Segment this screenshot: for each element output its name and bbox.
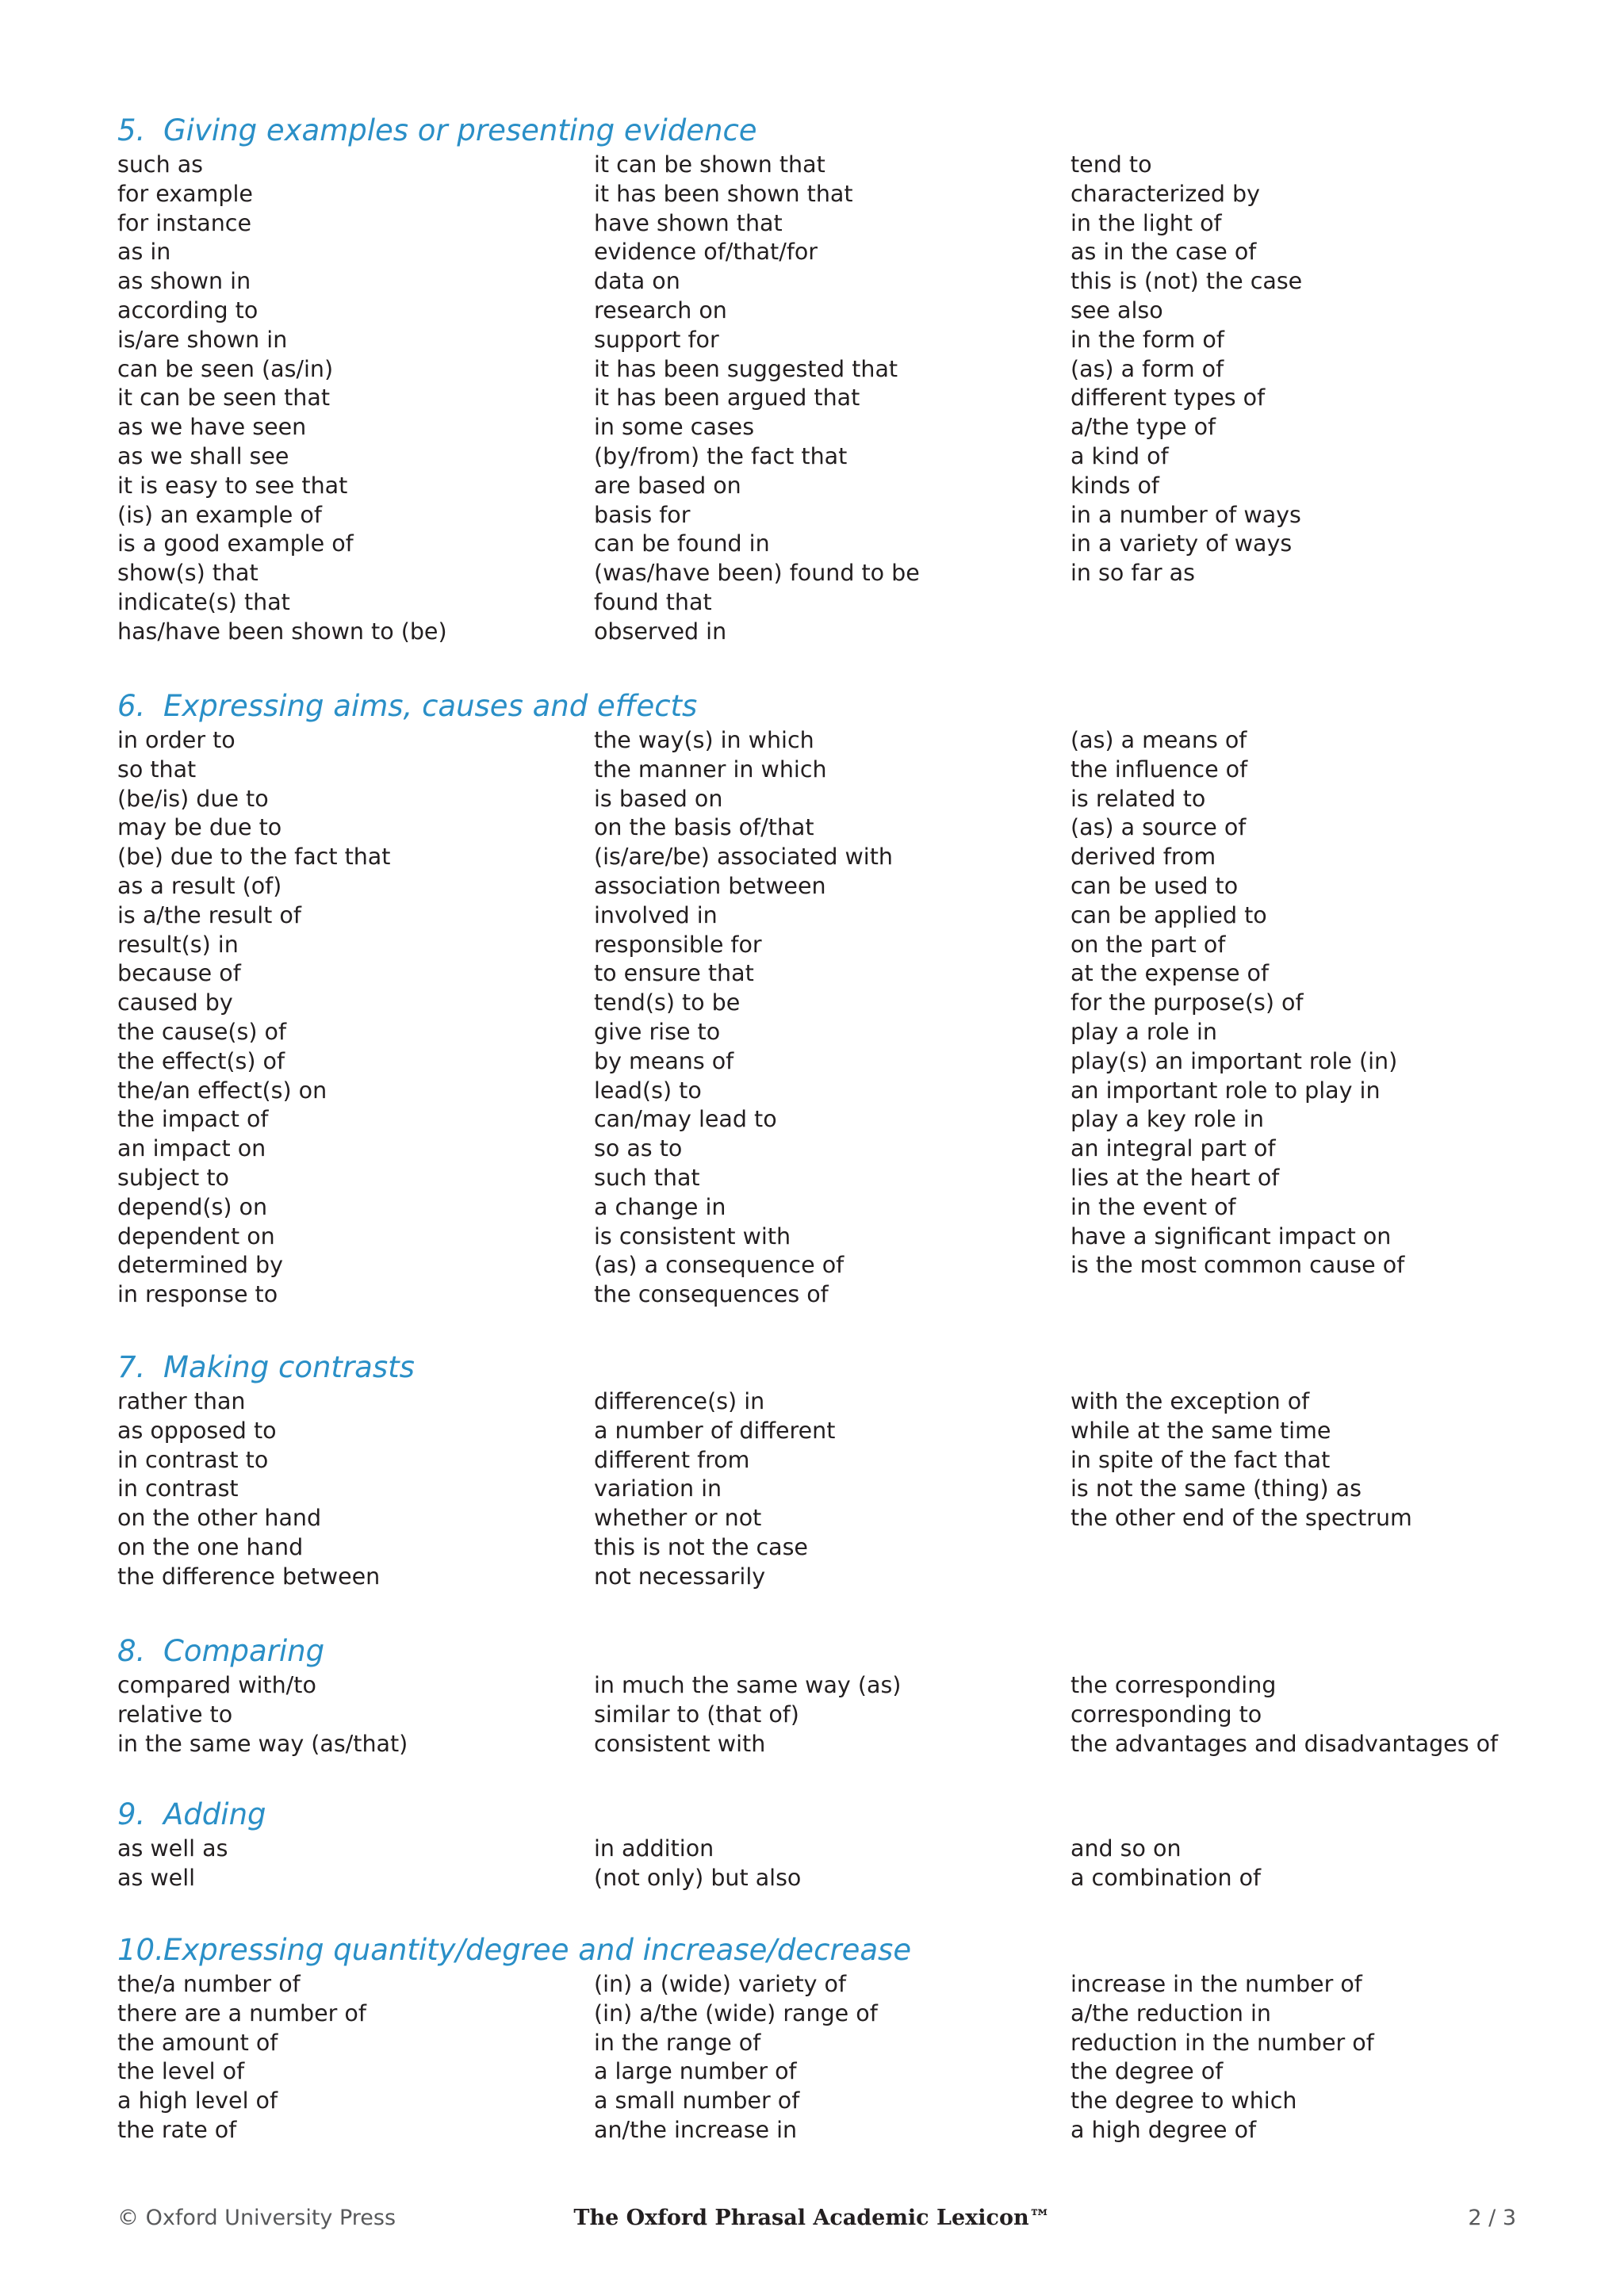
phrase-item: such as [117, 151, 204, 178]
phrase-item: result(s) in [117, 931, 239, 958]
phrase-item: tend to [1071, 151, 1152, 178]
phrase-item: can be found in [594, 530, 770, 557]
section-number: 5. [117, 113, 146, 147]
phrase-item: the consequences of [594, 1281, 829, 1308]
phrase-item: an important role to play in [1071, 1077, 1381, 1104]
phrase-column-1 [117, 1970, 585, 2145]
phrase-column-1 [117, 151, 585, 647]
phrase-item: (be) due to the fact that [117, 844, 391, 871]
phrase-item: derived from [1071, 844, 1216, 871]
section-number: 6. [117, 689, 146, 723]
phrase-item: the/a number of [117, 1971, 301, 1997]
phrase-item: on the other hand [117, 1505, 322, 1532]
phrase-item: in spite of the fact that [1071, 1446, 1331, 1473]
phrase-item: this is (not) the case [1071, 268, 1303, 295]
phrase-item: so as to [594, 1135, 683, 1162]
phrase-item: the manner in which [594, 756, 827, 783]
phrase-item: by means of [594, 1047, 734, 1074]
phrase-item: in response to [117, 1281, 278, 1308]
section-title [117, 687, 697, 726]
phrase-item: so that [117, 756, 197, 783]
phrase-item: this is not the case [594, 1533, 808, 1560]
phrase-item: a combination of [1071, 1864, 1262, 1891]
phrase-item: in addition [594, 1835, 714, 1862]
phrase-item: and so on [1071, 1835, 1182, 1862]
phrase-item: in contrast [117, 1475, 239, 1502]
section-number: 7. [117, 1350, 146, 1384]
section-heading-text: Expressing quantity/degree and increase/decrease [163, 1933, 912, 1967]
phrase-item: can be seen (as/in) [117, 355, 334, 382]
phrase-item: research on [594, 297, 727, 323]
phrase-item: may be due to [117, 814, 282, 841]
phrase-column-2 [594, 151, 1062, 647]
phrase-item: (not only) but also [594, 1864, 802, 1891]
phrase-item: the degree of [1071, 2058, 1224, 2085]
phrase-item: is related to [1071, 785, 1206, 812]
phrase-item: (was/have been) found to be [594, 560, 920, 587]
phrase-item: (be/is) due to [117, 785, 269, 812]
footer-copyright: © Oxford University Press [117, 2206, 396, 2230]
phrase-item: it has been argued that [594, 385, 860, 411]
phrase-item: (as) a means of [1071, 727, 1247, 753]
phrase-item: in much the same way (as) [594, 1672, 902, 1698]
phrase-item: in some cases [594, 414, 755, 441]
phrase-item: can/may lead to [594, 1106, 777, 1133]
phrase-item: play a role in [1071, 1018, 1217, 1045]
phrase-item: the way(s) in which [594, 727, 814, 753]
phrase-item: different types of [1071, 385, 1266, 411]
phrase-item: as opposed to [117, 1417, 277, 1444]
phrase-item: support for [594, 326, 719, 353]
phrase-item: an integral part of [1071, 1135, 1276, 1162]
phrase-item: an impact on [117, 1135, 266, 1162]
section-title [117, 1632, 324, 1671]
phrase-item: not necessarily [594, 1563, 766, 1590]
phrase-item: as shown in [117, 268, 251, 295]
phrase-item: show(s) that [117, 560, 259, 587]
phrase-item: give rise to [594, 1018, 721, 1045]
phrase-item: with the exception of [1071, 1388, 1310, 1414]
phrase-item: a small number of [594, 2087, 800, 2114]
section-heading-text: Making contrasts [163, 1350, 415, 1384]
phrase-item: a number of different [594, 1417, 836, 1444]
phrase-item: the degree to which [1071, 2087, 1297, 2114]
phrase-item: a large number of [594, 2058, 797, 2085]
section-title [117, 1931, 911, 1970]
phrase-item: can be applied to [1071, 901, 1267, 928]
phrase-column-1 [117, 726, 585, 1310]
phrase-item: evidence of/that/for [594, 239, 818, 266]
phrase-item: rather than [117, 1388, 246, 1414]
phrase-item: a high level of [117, 2087, 278, 2114]
phrase-item: it can be seen that [117, 385, 331, 411]
phrase-item: in the range of [594, 2029, 761, 2056]
phrase-item: (as) a form of [1071, 355, 1224, 382]
phrase-column-2 [594, 726, 1062, 1310]
section-number: 8. [117, 1634, 146, 1668]
phrase-item: is a/the result of [117, 901, 301, 928]
phrase-item: subject to [117, 1164, 229, 1191]
section-heading-text: Giving examples or presenting evidence [163, 113, 757, 147]
phrase-item: a kind of [1071, 442, 1169, 469]
phrase-item: as we shall see [117, 442, 289, 469]
phrase-item: the influence of [1071, 756, 1248, 783]
phrase-item: reduction in the number of [1071, 2029, 1374, 2056]
phrase-column-3 [1071, 151, 1538, 588]
phrase-column-2 [594, 1671, 1062, 1758]
phrase-column-2 [594, 1835, 1062, 1893]
phrase-column-2 [594, 1970, 1062, 2145]
phrase-item: in so far as [1071, 560, 1195, 587]
phrase-item: for the purpose(s) of [1071, 989, 1304, 1016]
phrase-item: as a result (of) [117, 872, 282, 899]
phrase-item: is a good example of [117, 530, 354, 557]
phrase-item: (as) a source of [1071, 814, 1247, 841]
phrase-item: variation in [594, 1475, 722, 1502]
phrase-item: the cause(s) of [117, 1018, 287, 1045]
phrase-item: (is/are/be) associated with [594, 844, 893, 871]
phrase-column-2 [594, 1387, 1062, 1592]
phrase-item: as in [117, 239, 171, 266]
phrase-item: the other end of the spectrum [1071, 1505, 1412, 1532]
phrase-item: determined by [117, 1252, 283, 1279]
phrase-item: in the form of [1071, 326, 1224, 353]
phrase-item: in a number of ways [1071, 501, 1301, 528]
phrase-item: is consistent with [594, 1223, 791, 1249]
phrase-item: has/have been shown to (be) [117, 618, 447, 645]
phrase-item: as well as [117, 1835, 228, 1862]
phrase-item: it is easy to see that [117, 472, 348, 499]
phrase-item: indicate(s) that [117, 588, 290, 615]
section-number: 9. [117, 1797, 146, 1831]
phrase-item: different from [594, 1446, 750, 1473]
section-heading-text: Comparing [163, 1634, 325, 1668]
phrase-item: a/the reduction in [1071, 1999, 1271, 2026]
phrase-column-3 [1071, 726, 1538, 1280]
phrase-item: play(s) an important role (in) [1071, 1047, 1398, 1074]
phrase-item: corresponding to [1071, 1701, 1262, 1728]
phrase-item: have shown that [594, 209, 783, 236]
phrase-item: is not the same (thing) as [1071, 1475, 1362, 1502]
phrase-item: the amount of [117, 2029, 278, 2056]
phrase-item: a high degree of [1071, 2116, 1257, 2143]
phrase-item: as we have seen [117, 414, 307, 441]
phrase-item: in the light of [1071, 209, 1222, 236]
phrase-item: (by/from) the fact that [594, 442, 848, 469]
phrase-item: is based on [594, 785, 723, 812]
phrase-item: in the same way (as/that) [117, 1730, 408, 1757]
phrase-column-1 [117, 1835, 585, 1893]
phrase-column-1 [117, 1671, 585, 1758]
section-heading-text: Expressing aims, causes and effects [163, 689, 698, 723]
section-title [117, 1795, 266, 1835]
phrase-item: in contrast to [117, 1446, 269, 1473]
phrase-item: (in) a (wide) variety of [594, 1971, 847, 1997]
phrase-item: on the part of [1071, 931, 1226, 958]
phrase-column-3 [1071, 1671, 1538, 1758]
phrase-item: it has been shown that [594, 180, 853, 207]
phrase-item: compared with/to [117, 1672, 316, 1698]
phrase-item: basis for [594, 501, 691, 528]
phrase-item: observed in [594, 618, 727, 645]
section-title [117, 111, 757, 151]
phrase-item: can be used to [1071, 872, 1239, 899]
phrase-item: such that [594, 1164, 700, 1191]
phrase-item: the corresponding [1071, 1672, 1277, 1698]
phrase-item: at the expense of [1071, 960, 1270, 987]
phrase-item: whether or not [594, 1505, 762, 1532]
phrase-item: depend(s) on [117, 1193, 268, 1220]
phrase-column-3 [1071, 1835, 1538, 1893]
phrase-item: the effect(s) of [117, 1047, 285, 1074]
phrase-item: the level of [117, 2058, 245, 2085]
phrase-item: the rate of [117, 2116, 237, 2143]
phrase-item: found that [594, 588, 712, 615]
phrase-item: on the basis of/that [594, 814, 814, 841]
phrase-item: the difference between [117, 1563, 381, 1590]
phrase-item: see also [1071, 297, 1163, 323]
phrase-item: characterized by [1071, 180, 1260, 207]
phrase-item: (as) a consequence of [594, 1252, 845, 1279]
phrase-item: in order to [117, 727, 236, 753]
phrase-item: is the most common cause of [1071, 1252, 1405, 1279]
phrase-item: in the event of [1071, 1193, 1236, 1220]
phrase-item: because of [117, 960, 241, 987]
footer-page-number: 2 / 3 [1468, 2206, 1516, 2230]
phrase-item: as well [117, 1864, 196, 1891]
phrase-column-1 [117, 1387, 585, 1592]
phrase-item: increase in the number of [1071, 1971, 1362, 1997]
phrase-item: while at the same time [1071, 1417, 1331, 1444]
phrase-item: (is) an example of [117, 501, 322, 528]
phrase-item: play a key role in [1071, 1106, 1264, 1133]
phrase-item: have a significant impact on [1071, 1223, 1392, 1249]
section-title [117, 1348, 415, 1387]
phrase-item: for instance [117, 209, 251, 236]
phrase-item: association between [594, 872, 826, 899]
phrase-item: in a variety of ways [1071, 530, 1293, 557]
phrase-item: on the one hand [117, 1533, 304, 1560]
phrase-item: involved in [594, 901, 718, 928]
phrase-item: it can be shown that [594, 151, 825, 178]
phrase-item: an/the increase in [594, 2116, 798, 2143]
phrase-item: the impact of [117, 1106, 269, 1133]
phrase-item: for example [117, 180, 253, 207]
phrase-item: as in the case of [1071, 239, 1257, 266]
phrase-item: according to [117, 297, 259, 323]
phrase-item: similar to (that of) [594, 1701, 799, 1728]
phrase-item: lead(s) to [594, 1077, 702, 1104]
phrase-item: (in) a/the (wide) range of [594, 1999, 878, 2026]
phrase-item: it has been suggested that [594, 355, 898, 382]
phrase-column-3 [1071, 1970, 1538, 2145]
phrase-item: a/the type of [1071, 414, 1216, 441]
footer-title: The Oxford Phrasal Academic Lexicon™ [573, 2206, 1051, 2230]
phrase-item: tend(s) to be [594, 989, 741, 1016]
phrase-item: are based on [594, 472, 741, 499]
phrase-item: is/are shown in [117, 326, 288, 353]
phrase-item: to ensure that [594, 960, 754, 987]
phrase-item: difference(s) in [594, 1388, 765, 1414]
phrase-item: kinds of [1071, 472, 1159, 499]
phrase-item: data on [594, 268, 680, 295]
section-number: 10. [117, 1933, 164, 1967]
phrase-item: consistent with [594, 1730, 766, 1757]
phrase-item: the/an effect(s) on [117, 1077, 327, 1104]
phrase-column-3 [1071, 1387, 1538, 1533]
phrase-item: the advantages and disadvantages of [1071, 1730, 1499, 1757]
phrase-item: caused by [117, 989, 233, 1016]
phrase-item: dependent on [117, 1223, 275, 1249]
phrase-item: responsible for [594, 931, 762, 958]
phrase-item: there are a number of [117, 1999, 366, 2026]
phrase-item: relative to [117, 1701, 233, 1728]
phrase-item: a change in [594, 1193, 726, 1220]
section-heading-text: Adding [163, 1797, 266, 1831]
phrase-item: lies at the heart of [1071, 1164, 1280, 1191]
